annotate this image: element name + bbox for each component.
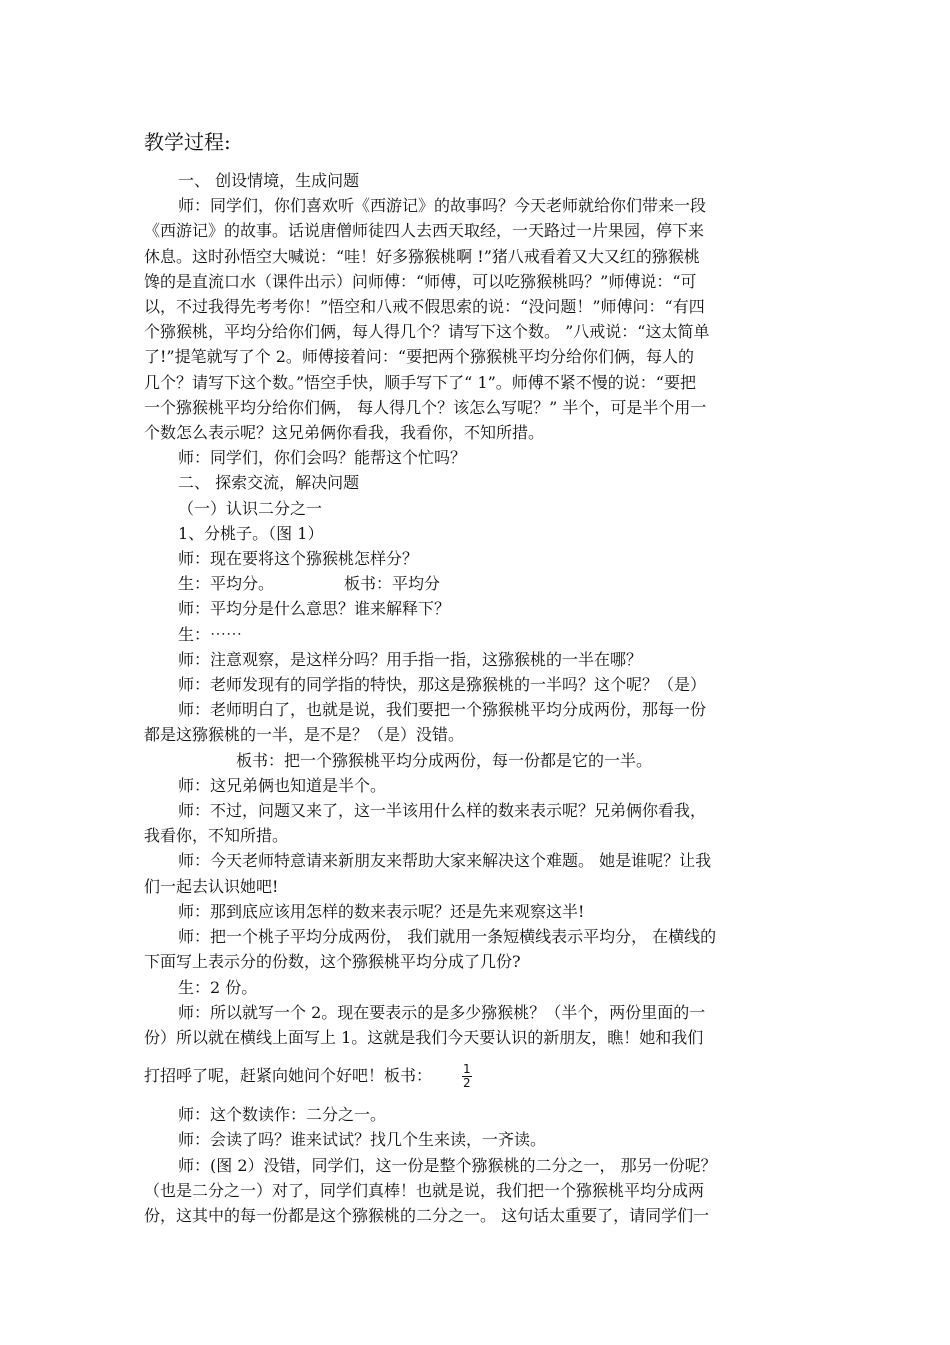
paragraph-line: 一个猕猴桃平均分给你们俩， 每人得几个？该怎么写呢？” 半个，可是半个用一 xyxy=(144,397,707,417)
paragraph-line: 了!”提笔就写了个 2。师傅接着问：“要把两个猕猴桃平均分给你们俩，每人的 xyxy=(144,347,695,367)
paragraph-line: 师：今天老师特意请来新朋友来帮助大家来解决这个难题。 她是谁呢？让我 xyxy=(178,851,712,871)
paragraph-line: （也是二分之一）对了，同学们真棒！也就是说，我们把一个猕猴桃平均分成两 xyxy=(144,1180,705,1200)
step-title: 1、分桃子。（图 1） xyxy=(178,523,324,543)
paragraph-line: 师：老师发现有的同学指的特快，那这是猕猴桃的一半吗？这个呢？（是） xyxy=(178,675,707,695)
paragraph-line: 几个？请写下这个数。”悟空手快，顺手写下了“ 1”。师傅不紧不慢的说：“要把 xyxy=(144,372,696,392)
paragraph-line: 馋的是直流口水（课件出示）问师傅：“师傅，可以吃猕猴桃吗？”师傅说：“可 xyxy=(144,271,697,291)
subsection-title: （一）认识二分之一 xyxy=(178,498,323,518)
paragraph-line: 都是这猕猴桃的一半，是不是？（是）没错。 xyxy=(144,725,465,745)
paragraph-line xyxy=(144,1050,806,1102)
paragraph-line: 《西游记》的故事。话说唐僧师徒四人去西天取经，一天路过一片果园，停下来 xyxy=(144,221,705,241)
fraction-denominator: 2 xyxy=(463,1076,471,1091)
paragraph-line: 师：所以就写一个 2。现在要表示的是多少猕猴桃？（半个，两份里面的一 xyxy=(178,1002,706,1022)
paragraph-line: 师：会读了吗？谁来试试？找几个生来读，一齐读。 xyxy=(178,1130,547,1150)
paragraph-line: 我看你，不知所措。 xyxy=(144,826,289,846)
paragraph-line: 们一起去认识她吧! xyxy=(144,876,279,896)
paragraph-line: 师：同学们，你们会吗？能帮这个忙吗？ xyxy=(178,448,467,468)
section-heading: 教学过程: xyxy=(144,130,231,154)
paragraph-line xyxy=(144,571,806,596)
board-note: 板书：平均分 xyxy=(344,574,441,594)
paragraph-line: 师：注意观察，是这样分吗？用手指一指，这猕猴桃的一半在哪？ xyxy=(178,649,643,669)
paragraph-line: 师：这兄弟俩也知道是半个。 xyxy=(178,775,387,795)
paragraph-line: 个数怎么表示呢？这兄弟俩你看我，我看你，不知所措。 xyxy=(144,423,545,443)
fraction-numerator: 1 xyxy=(463,1062,471,1077)
fraction-one-half xyxy=(462,1063,472,1090)
board-note-label: 打招呼了呢，赶紧向她问个好吧！板书： xyxy=(144,1066,433,1086)
paragraph-line: 休息。这时孙悟空大喊说：“哇！好多猕猴桃啊 !”猪八戒看着又大又红的猕猴桃 xyxy=(144,246,700,266)
paragraph-line: 生：⋯⋯ xyxy=(178,624,243,644)
paragraph-line: 下面写上表示分的份数，这个猕猴桃平均分成了几份? xyxy=(144,952,521,972)
paragraph-line: 生：2 份。 xyxy=(178,977,258,997)
paragraph-line: 师：(图 2）没错，同学们，这一份是整个猕猴桃的二分之一， 那另一份呢？ xyxy=(178,1155,717,1175)
paragraph-line: 师：现在要将这个猕猴桃怎样分？ xyxy=(178,549,419,569)
paragraph-line: 个猕猴桃，平均分给你们俩，每人得几个？请写下这个数。 ”八戒说：“这太简单 xyxy=(144,322,710,342)
document-body xyxy=(144,168,806,1228)
paragraph-line: 师：平均分是什么意思？谁来解释下？ xyxy=(178,599,451,619)
paragraph-line: 份）所以就在横线上面写上 1。这就是我们今天要认识的新朋友，瞧！她和我们 xyxy=(144,1027,704,1047)
paragraph-line: 师：把一个桃子平均分成两份， 我们就用一条短横线表示平均分， 在横线的 xyxy=(178,927,717,947)
student-answer: 生：平均分。 xyxy=(178,574,275,594)
paragraph-line: 师：不过，问题又来了，这一半该用什么样的数来表示呢？兄弟俩你看我， xyxy=(178,801,707,821)
paragraph-line: 以，不过我得先考考你！”悟空和八戒不假思索的说：“没问题！”师傅问：“有四 xyxy=(144,297,705,317)
paragraph-line: 师：那到底应该用怎样的数来表示呢？还是先来观察这半! xyxy=(178,901,585,921)
section-title: 二、 探索交流，解决问题 xyxy=(178,473,360,493)
paragraph-line: 师：同学们，你们喜欢听《西游记》的故事吗？今天老师就给你们带来一段 xyxy=(178,196,707,216)
paragraph-line: 份，这其中的每一份都是这个猕猴桃的二分之一。 这句话太重要了，请同学们一 xyxy=(144,1205,710,1225)
section-title: 一、 创设情境，生成问题 xyxy=(178,171,360,190)
paragraph-line: 师：老师明白了，也就是说，我们要把一个猕猴桃平均分成两份，那每一份 xyxy=(178,700,707,720)
paragraph-line: 师：这个数读作：二分之一。 xyxy=(178,1105,387,1125)
board-note: 板书：把一个猕猴桃平均分成两份，每一份都是它的一半。 xyxy=(236,750,653,770)
